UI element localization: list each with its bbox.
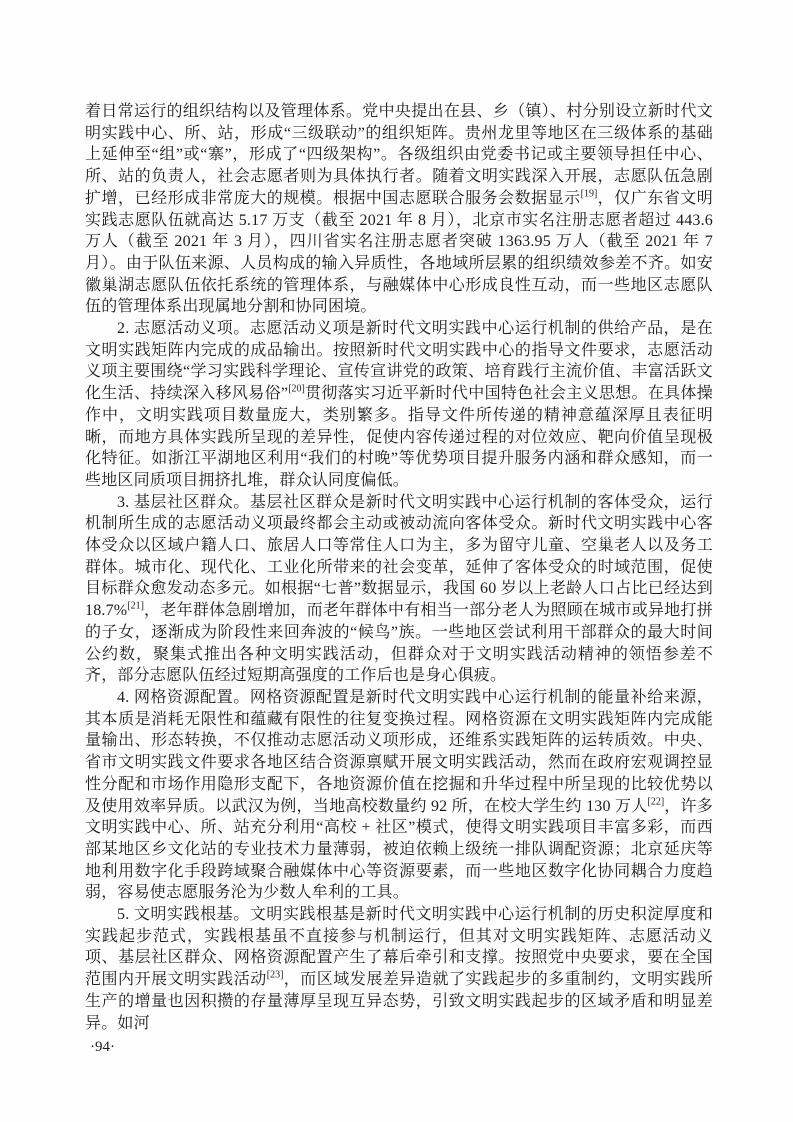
citation-reference: [19]	[580, 188, 598, 200]
paragraph: 着日常运行的组织结构以及管理体系。党中央提出在县、乡（镇）、村分别设立新时代文明实践中心、所、站，形成“三级联动”的组织矩阵。贵州龙里等地区在三级体系的基础上延伸至“组”或“寨”，形成了“四级架构”。各级组织由党委书记或主要领导担任中心、所、站的负责人，社会志愿者则为具体执行者。随着文明实践深入开展，志愿队伍急剧扩增，已经形成非常庞大的规模。根据中国志愿联合服务会数据显示[19]，仅广东省文明实践志愿队伍就高达 5.17 万支（截至 2021 年 8 月），北京市实名注册志愿者超过 443.6 万人（截至 2021 年 3 月），四川省实名注册志愿者突破 1363.95 万人（截至 2021 年 7 月）。由于队伍来源、人员构成的输入异质性，各地域所层累的组织绩效参差不齐。如安徽巢湖志愿队伍依托系统的管理体系，与融媒体中心形成良性互动，而一些地区志愿队伍的管理体系出现属地分割和协同困境。	[85, 103, 713, 316]
citation-reference: [22]	[647, 796, 665, 808]
paragraph: 3. 基层社区群众。基层社区群众是新时代文明实践中心运行机制的客体受众，运行机制所生成的志愿活动义项最终都会主动或被动流向客体受众。新时代文明实践中心客体受众以区域户籍人口、旅居人口等常住人口为主，多为留守儿童、空巢老人以及务工群体。城市化、现代化、工业化所带来的社会变革，延伸了客体受众的时域范围，促使目标群众愈发动态多元。如根据“七普”数据显示，我国 60 岁以上老龄人口占比已经达到 18.7%[21]，老年群体急剧增加，而老年群体中有相当一部分老人为照顾在城市或异地打拼的子女，逐渐成为阶段性来回奔波的“候鸟”族。一些地区尝试利用干部群众的最大时间公约数，聚集式推出各种文明实践活动，但群众对于文明实践活动精神的领悟参差不齐，部分志愿队伍经过短期高强度的工作后也是身心俱疲。	[85, 493, 713, 685]
page-number: ·94·	[90, 1039, 115, 1056]
paragraph: 5. 文明实践根基。文明实践根基是新时代文明实践中心运行机制的历史积淀厚度和实践起步范式，实践根基虽不直接参与机制运行，但其对文明实践矩阵、志愿活动义项、基层社区群众、网格资源配置产生了幕后牵引和支撑。按照党中央要求，要在全国范围内开展文明实践活动[23]，而区域发展差异造就了实践起步的多重制约，文明实践所生产的增量也因积攒的存量薄厚呈现互异态势，引致文明实践起步的区域矛盾和明显差异。如河	[85, 906, 714, 1032]
citation-reference: [21]	[127, 600, 144, 612]
citation-reference: [20]	[288, 383, 305, 395]
article-body	[85, 101, 713, 1058]
paragraph-list	[85, 101, 713, 1034]
citation-reference: [23]	[266, 969, 284, 981]
paragraph: 4. 网格资源配置。网格资源配置是新时代文明实践中心运行机制的能量补给来源，其本质是消耗无限性和蕴藏有限性的往复变换过程。网格资源在文明实践矩阵内完成能量输出、形态转换，不仅推动志愿活动义项形成，还维系实践矩阵的运转质效。中央、省市文明实践文件要求各地区结合资源禀赋开展文明实践活动，然而在政府宏观调控显性分配和市场作用隐形支配下，各地资源价值在挖掘和升华过程中所呈现的比较优势以及使用效率异质。以武汉为例，当地高校数量约 92 所，在校大学生约 130 万人[22]，许多文明实践中心、所、站充分利用“高校 + 社区”模式，使得文明实践项目丰富多彩，而西部某地区乡文化站的专业技术力量薄弱，被迫依赖上级统一排队调配资源；北京延庆等地利用数字化手段跨域聚合融媒体中心等资源要素，而一些地区数字化协同耦合力度趋弱，容易使志愿服务沦为少数人牟利的工具。	[85, 688, 713, 902]
paragraph: 2. 志愿活动义项。志愿活动义项是新时代文明实践中心运行机制的供给产品，是在文明实践矩阵内完成的成品输出。按照新时代文明实践中心的指导文件要求，志愿活动义项主要围绕“学习实践科学理论、宣传宣讲党的政策、培育践行主流价值、丰富活跃文化生活、持续深入移风易俗”[20]贯彻落实习近平新时代中国特色社会主义思想。在具体操作中，文明实践项目数量庞大，类别繁多。指导文件所传递的精神意蕴深厚且表征明晰，而地方具体实践所呈现的差异性，促使内容传递过程的对位效应、靶向价值呈现极化特征。如浙江平湖地区利用“我们的村晚”等优势项目提升服务内涵和群众感知，而一些地区同质项目拥挤扎堆，群众认同度偏低。	[85, 320, 713, 489]
